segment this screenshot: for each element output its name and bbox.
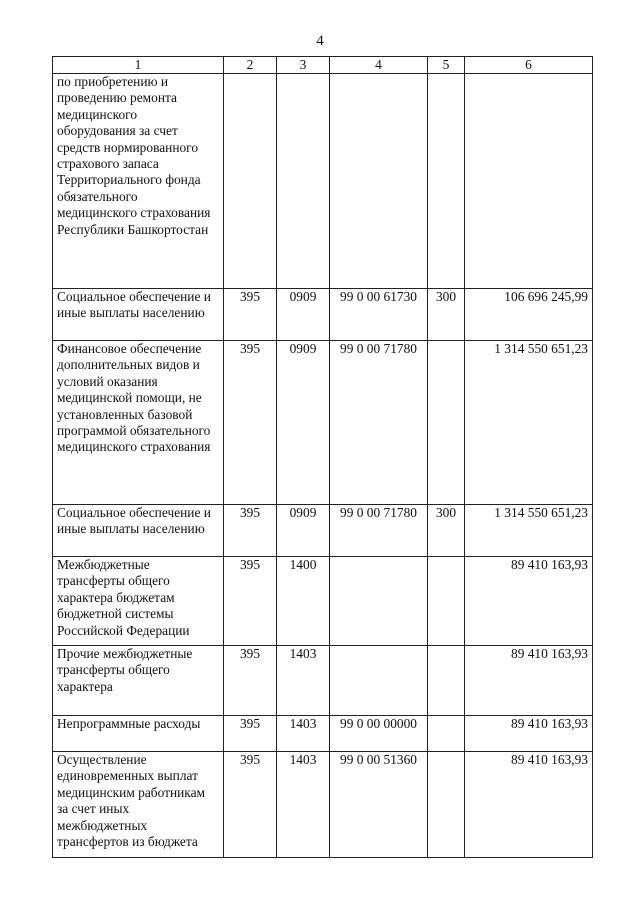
row-expense-type: 300 xyxy=(428,289,465,341)
row-ministry-code: 395 xyxy=(224,716,277,752)
row-expense-type xyxy=(428,752,465,858)
row-ministry-code: 395 xyxy=(224,752,277,858)
row-amount: 89 410 163,93 xyxy=(465,646,593,716)
column-header-6: 6 xyxy=(465,57,593,74)
row-target-code xyxy=(330,557,428,646)
row-name: Прочие межбюджетные трансферты общего характера xyxy=(53,646,224,716)
row-section-code: 0909 xyxy=(277,505,330,557)
row-section-code: 0909 xyxy=(277,289,330,341)
row-ministry-code: 395 xyxy=(224,646,277,716)
row-target-code: 99 0 00 71780 xyxy=(330,505,428,557)
row-name: по приобретению и проведению ремонта медицинского оборудования за счет средств нормированного страхового запаса Территориального фонда обязательного медицинского страхования Республики Башкортостан xyxy=(53,74,224,289)
table-header-row xyxy=(53,57,593,74)
row-section-code: 0909 xyxy=(277,341,330,505)
row-section-code: 1403 xyxy=(277,646,330,716)
row-expense-type xyxy=(428,557,465,646)
row-section-code: 1403 xyxy=(277,716,330,752)
row-section-code: 1403 xyxy=(277,752,330,858)
row-amount: 106 696 245,99 xyxy=(465,289,593,341)
row-name: Социальное обеспечение и иные выплаты населению xyxy=(53,505,224,557)
row-ministry-code: 395 xyxy=(224,505,277,557)
row-amount: 89 410 163,93 xyxy=(465,752,593,858)
page-number: 4 xyxy=(316,33,324,49)
table-row xyxy=(53,74,593,289)
row-ministry-code: 395 xyxy=(224,289,277,341)
row-name: Социальное обеспечение и иные выплаты населению xyxy=(53,289,224,341)
row-name: Финансовое обеспечение дополнительных видов и условий оказания медицинской помощи, не установленных базовой программой обязательного медицинского страхования xyxy=(53,341,224,505)
row-target-code: 99 0 00 51360 xyxy=(330,752,428,858)
row-name: Межбюджетные трансферты общего характера бюджетам бюджетной системы Российской Федерации xyxy=(53,557,224,646)
table-row xyxy=(53,752,593,858)
table-row xyxy=(53,341,593,505)
row-section-code xyxy=(277,74,330,289)
row-ministry-code: 395 xyxy=(224,557,277,646)
row-expense-type: 300 xyxy=(428,505,465,557)
row-target-code: 99 0 00 71780 xyxy=(330,341,428,505)
column-header-4: 4 xyxy=(330,57,428,74)
row-amount: 1 314 550 651,23 xyxy=(465,341,593,505)
row-amount: 1 314 550 651,23 xyxy=(465,505,593,557)
row-expense-type xyxy=(428,716,465,752)
row-ministry-code xyxy=(224,74,277,289)
column-header-2: 2 xyxy=(224,57,277,74)
row-section-code: 1400 xyxy=(277,557,330,646)
table-row xyxy=(53,505,593,557)
table-row xyxy=(53,716,593,752)
row-target-code xyxy=(330,74,428,289)
budget-table xyxy=(52,56,593,858)
row-name: Непрограммные расходы xyxy=(53,716,224,752)
table-row xyxy=(53,646,593,716)
row-ministry-code: 395 xyxy=(224,341,277,505)
row-target-code: 99 0 00 00000 xyxy=(330,716,428,752)
column-header-3: 3 xyxy=(277,57,330,74)
row-amount: 89 410 163,93 xyxy=(465,557,593,646)
row-expense-type xyxy=(428,74,465,289)
row-name: Осуществление единовременных выплат медицинским работникам за счет иных межбюджетных трансфертов из бюджета xyxy=(53,752,224,858)
table-row xyxy=(53,289,593,341)
column-header-5: 5 xyxy=(428,57,465,74)
row-target-code xyxy=(330,646,428,716)
row-expense-type xyxy=(428,646,465,716)
column-header-1: 1 xyxy=(53,57,224,74)
table-row xyxy=(53,557,593,646)
row-target-code: 99 0 00 61730 xyxy=(330,289,428,341)
row-expense-type xyxy=(428,341,465,505)
row-amount: 89 410 163,93 xyxy=(465,716,593,752)
row-amount xyxy=(465,74,593,289)
